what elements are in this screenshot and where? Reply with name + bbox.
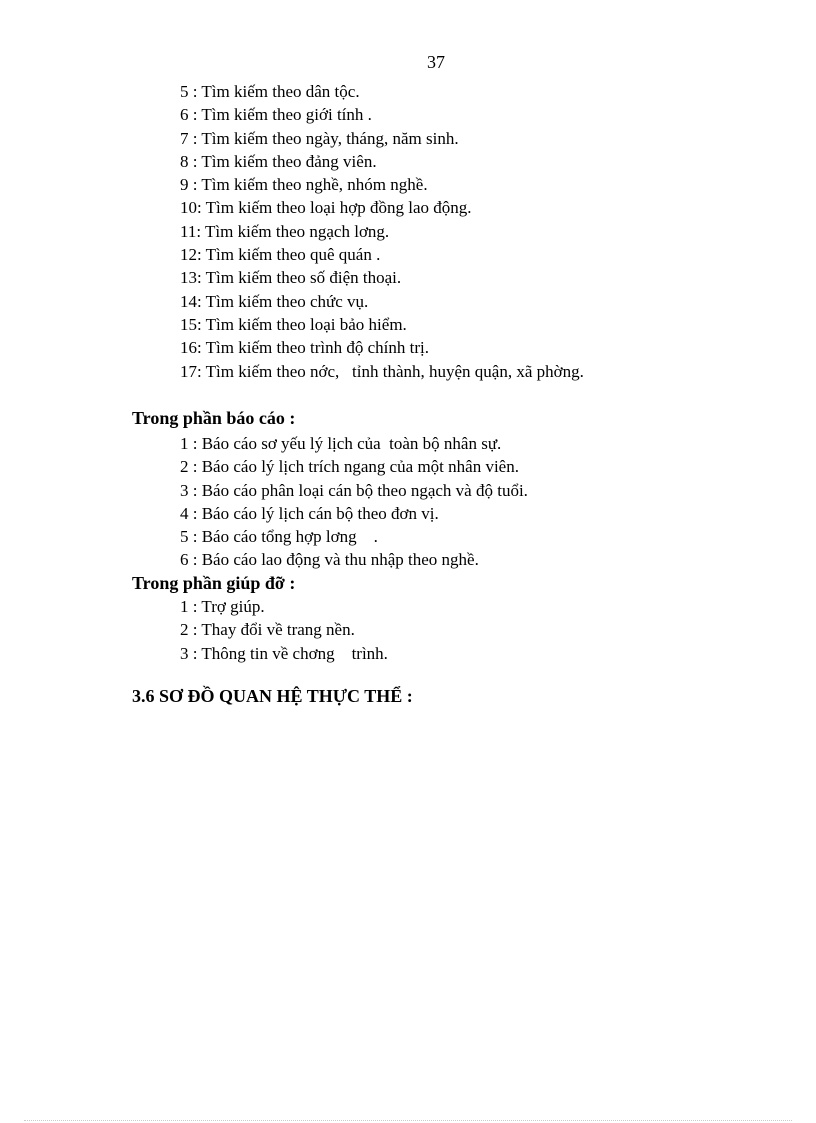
list-item: 6 : Báo cáo lao động và thu nhập theo nghề. xyxy=(180,550,479,570)
list-item: 1 : Trợ giúp. xyxy=(180,597,265,616)
list-item: 8 : Tìm kiếm theo đảng viên. xyxy=(180,151,377,171)
report-section-heading: Trong phần báo cáo : xyxy=(132,408,296,428)
list-item: 3 : Thông tin về chơng trình. xyxy=(180,643,388,663)
list-item: 2 : Báo cáo lý lịch trích ngang của một nhân viên. xyxy=(180,457,519,477)
list-item: 15: Tìm kiếm theo loại bảo hiểm. xyxy=(180,314,407,334)
list-item: 6 : Tìm kiếm theo giới tính . xyxy=(180,105,372,125)
help-list xyxy=(180,595,388,665)
list-item: 7 : Tìm kiếm theo ngày, tháng, năm sinh. xyxy=(180,128,459,148)
list-item: 13: Tìm kiếm theo số điện thoại. xyxy=(180,268,402,288)
list-item: 5 : Tìm kiếm theo dân tộc. xyxy=(180,82,360,101)
list-item: 1 : Báo cáo sơ yếu lý lịch của toàn bộ nhân sự. xyxy=(180,434,502,453)
list-item: 12: Tìm kiếm theo quê quán . xyxy=(180,245,381,265)
help-section-heading: Trong phần giúp đỡ : xyxy=(132,573,296,593)
page-number: 37 xyxy=(427,52,445,72)
list-item: 3 : Báo cáo phân loại cán bộ theo ngạch và độ tuổi. xyxy=(180,480,528,500)
page-bottom-divider xyxy=(24,1120,792,1121)
report-list xyxy=(180,432,528,572)
section-title: 3.6 SƠ ĐỒ QUAN HỆ THỰC THỂ : xyxy=(132,686,413,706)
list-item: 5 : Báo cáo tổng hợp lơng . xyxy=(180,527,378,547)
search-criteria-list xyxy=(180,80,584,383)
list-item: 11: Tìm kiếm theo ngạch lơng. xyxy=(180,221,390,241)
list-item: 10: Tìm kiếm theo loại hợp đồng lao động. xyxy=(180,198,472,218)
list-item: 9 : Tìm kiếm theo nghề, nhóm nghề. xyxy=(180,175,428,195)
list-item: 2 : Thay đổi về trang nền. xyxy=(180,620,355,640)
list-item: 14: Tìm kiếm theo chức vụ. xyxy=(180,291,369,311)
list-item: 4 : Báo cáo lý lịch cán bộ theo đơn vị. xyxy=(180,503,439,523)
list-item: 16: Tìm kiếm theo trình độ chính trị. xyxy=(180,338,429,358)
list-item: 17: Tìm kiếm theo nớc, tỉnh thành, huyện quận, xã phờng. xyxy=(180,361,584,381)
